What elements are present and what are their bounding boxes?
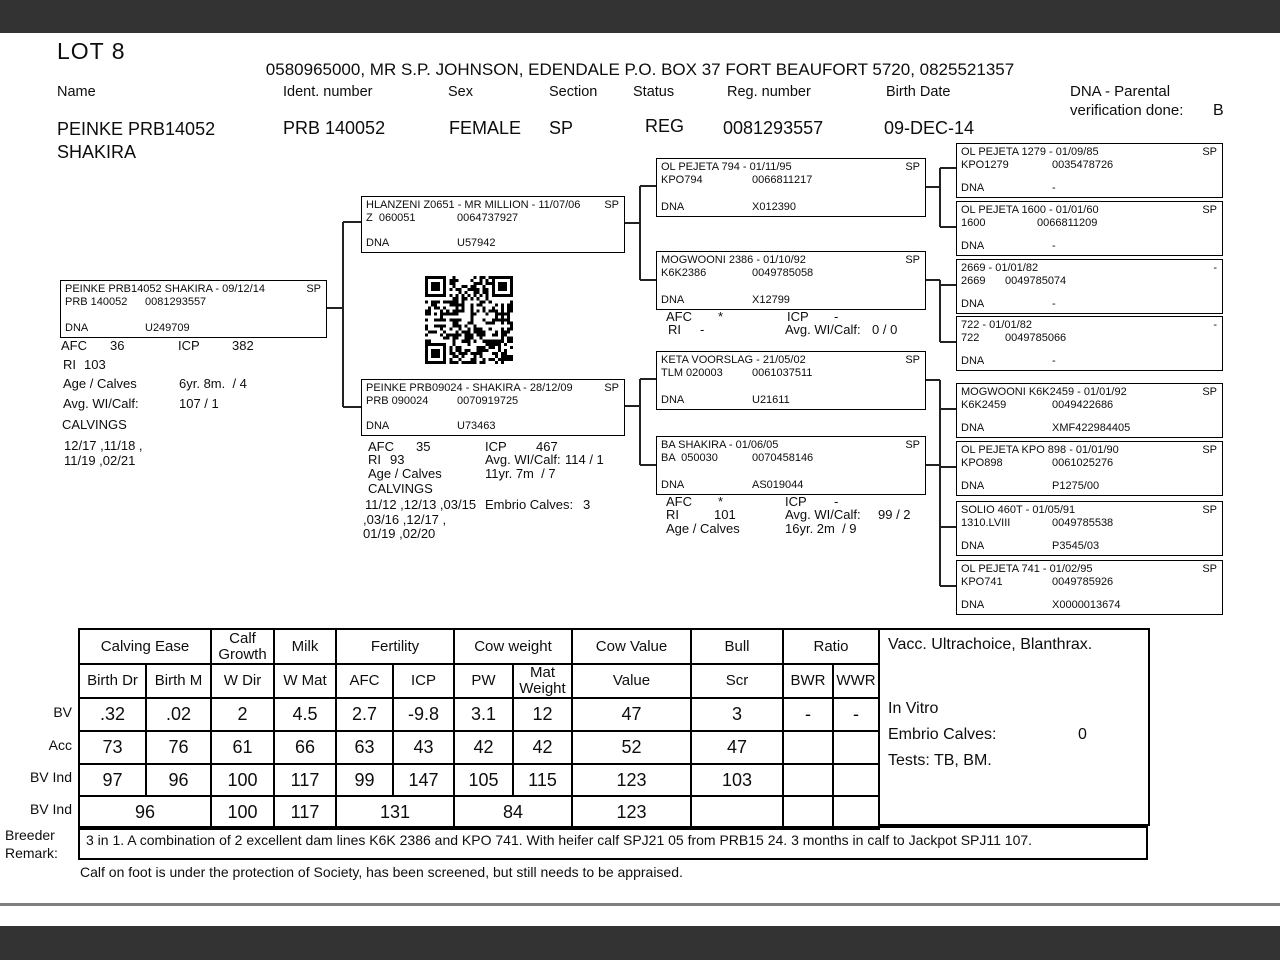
bv-cell: .32 xyxy=(79,698,146,731)
dna-value: - xyxy=(1052,298,1056,310)
col-scr: Scr xyxy=(691,664,783,698)
bv-cell: 47 xyxy=(572,698,691,731)
animal-name-date: 722 - 01/01/82 xyxy=(961,319,1032,331)
birth-date-value: 09-DEC-14 xyxy=(884,118,975,138)
animal-id: K6K2459 xyxy=(961,399,1007,411)
table-row-bv xyxy=(79,698,879,731)
dam-age-calves-label: Age / Calves xyxy=(368,466,442,481)
animal-reg: 0081293557 xyxy=(145,296,207,308)
dna-verification-label-line1: DNA - Parental xyxy=(1070,83,1171,100)
animal-id: BA 050030 xyxy=(661,452,718,464)
breeder-remark-box xyxy=(78,826,1148,860)
col-icp: ICP xyxy=(393,664,454,698)
table-row-acc xyxy=(79,731,879,764)
lot-number: LOT 8 xyxy=(57,38,126,64)
bv-ind2-cell: 100 xyxy=(211,796,274,829)
section-badge: SP xyxy=(905,354,920,366)
mogwooni-ri-value: - xyxy=(700,322,705,337)
dna-value: X0000013674 xyxy=(1052,599,1121,611)
acc-cell: 61 xyxy=(211,731,274,764)
animal-id: 1310.LVIII xyxy=(961,517,1011,529)
pedigree-box-dam-dam xyxy=(656,436,926,495)
bv-ind-cell: 147 xyxy=(393,764,454,796)
row-label-bv: BV xyxy=(53,704,72,720)
subject-ri-value: 103 xyxy=(84,357,106,372)
animal-id: 2669 xyxy=(961,275,986,287)
bv-ind-cell: 97 xyxy=(79,764,146,796)
section-badge: SP xyxy=(905,439,920,451)
acc-cell: 42 xyxy=(513,731,572,764)
bottom-bar xyxy=(0,926,1280,960)
dam-calvings-label: CALVINGS xyxy=(368,481,433,496)
bv-ind2-cell xyxy=(783,796,833,829)
dna-value: U249709 xyxy=(145,322,190,334)
animal-name-date: PEINKE PRB14052 SHAKIRA - 09/12/14 xyxy=(65,283,265,295)
separator-line xyxy=(0,903,1280,906)
pedigree-box-sire-sire xyxy=(656,158,926,217)
animal-name-date: KETA VOORSLAG - 21/05/02 xyxy=(661,354,806,366)
ba-afc-label: AFC xyxy=(666,494,692,509)
dna-value: P3545/03 xyxy=(1052,540,1100,552)
section-badge: SP xyxy=(604,382,619,394)
section-badge: SP xyxy=(1202,563,1217,575)
bv-ind2-cell: 96 xyxy=(79,796,211,829)
animal-reg: 0061037511 xyxy=(752,367,813,379)
breeding-values-table xyxy=(78,628,880,830)
dna-value: - xyxy=(1052,240,1056,252)
bv-ind2-cell: 123 xyxy=(572,796,691,829)
pedigree-box-ggp3 xyxy=(956,259,1223,314)
animal-id: 722 xyxy=(961,332,980,344)
dna-label: DNA xyxy=(961,355,985,367)
pedigree-box-dam xyxy=(361,379,625,436)
acc-cell xyxy=(783,731,833,764)
dna-label: DNA xyxy=(961,182,985,194)
status-label: Status xyxy=(633,84,675,100)
birth-date-label: Birth Date xyxy=(886,84,951,100)
section-badge: SP xyxy=(905,161,920,173)
acc-cell: 66 xyxy=(274,731,336,764)
vaccination-info-box xyxy=(878,628,1150,826)
reg-number-value: 0081293557 xyxy=(723,118,824,138)
bv-ind2-cell: 84 xyxy=(454,796,572,829)
dna-label: DNA xyxy=(65,322,89,334)
ident-number-value: PRB 140052 xyxy=(283,118,386,138)
animal-id: KPO898 xyxy=(961,457,1003,469)
animal-reg: 0035478726 xyxy=(1052,159,1114,171)
animal-name-date: BA SHAKIRA - 01/06/05 xyxy=(661,439,779,451)
animal-id: K6K2386 xyxy=(661,267,707,279)
dam-calvings-line3: 01/19 ,02/20 xyxy=(363,526,436,541)
dna-label: DNA xyxy=(661,394,685,406)
bv-cell: - xyxy=(783,698,833,731)
mogwooni-ri-label: RI xyxy=(668,322,681,337)
dna-verification-value: B xyxy=(1213,102,1224,119)
pedigree-box-sire xyxy=(361,196,625,253)
bv-cell: - xyxy=(833,698,879,731)
qr-code xyxy=(422,276,516,364)
section-badge: SP xyxy=(905,254,920,266)
animal-id: PRB 140052 xyxy=(65,296,128,308)
mogwooni-avg-wi-value: 0 / 0 xyxy=(872,322,898,337)
dna-value: X12799 xyxy=(752,294,790,306)
pedigree-box-subject xyxy=(60,280,327,338)
animal-reg: 0049785066 xyxy=(1005,332,1067,344)
group-calf-growth: Calf Growth xyxy=(211,629,274,664)
animal-name-date: PEINKE PRB09024 - SHAKIRA - 28/12/09 xyxy=(366,382,573,394)
dna-verification-label-line2: verification done: xyxy=(1070,102,1184,119)
col-w-mat: W Mat xyxy=(274,664,336,698)
ba-icp-value: - xyxy=(834,494,839,509)
animal-name-date: OL PEJETA 741 - 01/02/95 xyxy=(961,563,1093,575)
dna-value: P1275/00 xyxy=(1052,480,1100,492)
animal-reg: 0049785926 xyxy=(1052,576,1114,588)
animal-reg: 0049785074 xyxy=(1005,275,1067,287)
group-ratio: Ratio xyxy=(783,629,879,664)
breeder-contact-line: 0580965000, MR S.P. JOHNSON, EDENDALE P.O. BOX 37 FORT BEAUFORT 5720, 0825521357 xyxy=(265,60,1015,79)
reg-number-label: Reg. number xyxy=(727,84,811,100)
dam-avg-wi-value: 114 / 1 xyxy=(565,452,604,467)
bv-ind-cell xyxy=(833,764,879,796)
animal-name-date: MOGWOONI K6K2459 - 01/01/92 xyxy=(961,386,1127,398)
group-fertility: Fertility xyxy=(336,629,454,664)
subject-ri-label: RI xyxy=(63,357,76,372)
footnote-text: Calf on foot is under the protection of Society, has been screened, but still needs to be appraised. xyxy=(80,864,683,880)
dam-embrio-label: Embrio Calves: xyxy=(485,497,574,512)
bv-ind-cell: 96 xyxy=(146,764,211,796)
dna-label: DNA xyxy=(961,422,985,434)
ba-age-calves-label: Age / Calves xyxy=(666,521,740,536)
animal-name-date: HLANZENI Z0651 - MR MILLION - 11/07/06 xyxy=(366,199,581,211)
dna-label: DNA xyxy=(961,599,985,611)
animal-reg: 0070919725 xyxy=(457,395,519,407)
section-badge: SP xyxy=(1202,146,1217,158)
table-column-header-row xyxy=(79,664,879,698)
bv-cell: 3.1 xyxy=(454,698,513,731)
bv-ind-cell: 105 xyxy=(454,764,513,796)
breeder-remark-label-line2: Remark: xyxy=(5,845,58,861)
animal-id: KPO1279 xyxy=(961,159,1009,171)
subject-calvings-line1: 12/17 ,11/18 , xyxy=(64,438,143,453)
col-wwr: WWR xyxy=(833,664,879,698)
row-label-bv-ind2: BV Ind xyxy=(29,801,72,817)
dna-value: U57942 xyxy=(457,237,496,249)
dam-afc-value: 35 xyxy=(416,439,431,454)
subject-icp-value: 382 xyxy=(232,338,254,353)
animal-reg: 0061025276 xyxy=(1052,457,1114,469)
mogwooni-icp-value: - xyxy=(834,309,839,324)
col-bwr: BWR xyxy=(783,664,833,698)
dna-label: DNA xyxy=(961,298,985,310)
dna-label: DNA xyxy=(366,420,390,432)
mogwooni-afc-value: * xyxy=(718,309,724,324)
animal-reg: 0070458146 xyxy=(752,452,814,464)
name-label: Name xyxy=(57,84,96,100)
section-badge: SP xyxy=(1202,504,1217,516)
top-bar xyxy=(0,0,1280,33)
bv-ind-cell xyxy=(783,764,833,796)
ba-age-calves-value: 16yr. 2m / 9 xyxy=(785,521,857,536)
bv-cell: -9.8 xyxy=(393,698,454,731)
dna-value: U73463 xyxy=(457,420,496,432)
animal-reg: 0064737927 xyxy=(457,212,519,224)
bv-cell: 4.5 xyxy=(274,698,336,731)
bv-ind-cell: 117 xyxy=(274,764,336,796)
col-w-dir: W Dir xyxy=(211,664,274,698)
dam-avg-wi-label: Avg. WI/Calf: xyxy=(485,452,561,467)
dam-icp-value: 467 xyxy=(536,439,558,454)
animal-name-date: SOLIO 460T - 01/05/91 xyxy=(961,504,1076,516)
animal-name-date: MOGWOONI 2386 - 01/10/92 xyxy=(661,254,806,266)
dna-value: AS019044 xyxy=(752,479,804,491)
bv-cell: 2 xyxy=(211,698,274,731)
dna-value: - xyxy=(1052,182,1056,194)
animal-id: Z 060051 xyxy=(366,212,416,224)
status-value: REG xyxy=(645,116,685,136)
animal-id: KPO741 xyxy=(961,576,1003,588)
subject-avg-wi-label: Avg. WI/Calf: xyxy=(63,396,139,411)
pedigree-box-ggp4 xyxy=(956,316,1223,371)
subject-afc-label: AFC xyxy=(61,338,87,353)
dna-label: DNA xyxy=(661,294,685,306)
bv-ind-cell: 99 xyxy=(336,764,393,796)
table-row-bv-ind xyxy=(79,764,879,796)
name-value: PEINKE PRB14052 SHAKIRA xyxy=(57,119,216,162)
subject-icp-label: ICP xyxy=(178,338,200,353)
dna-label: DNA xyxy=(961,240,985,252)
subject-afc-value: 36 xyxy=(110,338,125,353)
acc-cell: 73 xyxy=(79,731,146,764)
dam-calvings-line2: ,03/16 ,12/17 , xyxy=(363,512,447,527)
subject-avg-wi-value: 107 / 1 xyxy=(179,396,219,411)
bv-cell: 2.7 xyxy=(336,698,393,731)
embrio-calves-label: Embrio Calves: xyxy=(888,726,997,743)
animal-reg: 0066811217 xyxy=(752,174,813,186)
ba-afc-value: * xyxy=(718,494,724,509)
dam-afc-label: AFC xyxy=(368,439,394,454)
vaccination-text: Vacc. Ultrachoice, Blanthrax. xyxy=(888,636,1093,653)
group-calving-ease: Calving Ease xyxy=(79,629,211,664)
bv-ind2-cell: 131 xyxy=(336,796,454,829)
dna-value: U21611 xyxy=(752,394,790,406)
dna-value: XMF422984405 xyxy=(1052,422,1131,434)
subject-calvings-line2: 11/19 ,02/21 xyxy=(64,453,136,468)
animal-reg: 0049422686 xyxy=(1052,399,1114,411)
acc-cell xyxy=(833,731,879,764)
dam-age-calves-value: 11yr. 7m / 7 xyxy=(485,466,556,481)
section-badge: SP xyxy=(1202,204,1217,216)
col-value: Value xyxy=(572,664,691,698)
group-cow-value: Cow Value xyxy=(572,629,691,664)
table-group-header-row xyxy=(79,629,879,664)
bv-ind2-cell xyxy=(691,796,783,829)
dam-calvings-line1: 11/12 ,12/13 ,03/15 xyxy=(365,497,477,512)
ba-ri-value: 101 xyxy=(714,507,736,522)
row-label-bv-ind: BV Ind xyxy=(29,769,72,785)
acc-cell: 47 xyxy=(691,731,783,764)
row-label-acc: Acc xyxy=(48,737,72,753)
pedigree-box-ggp8 xyxy=(956,560,1223,615)
pedigree-box-ggp7 xyxy=(956,501,1223,556)
col-afc: AFC xyxy=(336,664,393,698)
bv-ind2-cell xyxy=(833,796,879,829)
dna-value: X012390 xyxy=(752,201,797,213)
dna-label: DNA xyxy=(661,479,685,491)
ident-number-label: Ident. number xyxy=(283,84,373,100)
bv-cell: 3 xyxy=(691,698,783,731)
dna-label: DNA xyxy=(366,237,390,249)
col-pw: PW xyxy=(454,664,513,698)
col-birth-m: Birth M xyxy=(146,664,211,698)
bv-ind-cell: 115 xyxy=(513,764,572,796)
dna-value: - xyxy=(1052,355,1056,367)
section-badge: - xyxy=(1213,262,1217,274)
mogwooni-avg-wi-label: Avg. WI/Calf: xyxy=(785,322,861,337)
pedigree-box-dam-sire xyxy=(656,351,926,410)
section-badge: SP xyxy=(1202,444,1217,456)
sex-label: Sex xyxy=(448,84,473,100)
pedigree-box-ggp2 xyxy=(956,201,1223,256)
bv-ind-cell: 100 xyxy=(211,764,274,796)
pedigree-box-ggp1 xyxy=(956,143,1223,198)
tests-text: Tests: TB, BM. xyxy=(888,752,992,769)
group-cow-weight: Cow weight xyxy=(454,629,572,664)
col-birth-dr: Birth Dr xyxy=(79,664,146,698)
dam-ri-value: 93 xyxy=(390,452,405,467)
pedigree-box-sire-dam xyxy=(656,251,926,310)
in-vitro-text: In Vitro xyxy=(888,700,939,717)
ba-avg-wi-value: 99 / 2 xyxy=(878,507,911,522)
section-value: SP xyxy=(549,118,574,138)
mogwooni-afc-label: AFC xyxy=(666,309,692,324)
dam-embrio-value: 3 xyxy=(583,497,591,512)
animal-name-date: OL PEJETA 794 - 01/11/95 xyxy=(661,161,792,173)
animal-id: KPO794 xyxy=(661,174,703,186)
group-bull: Bull xyxy=(691,629,783,664)
animal-id: PRB 090024 xyxy=(366,395,429,407)
animal-id: 1600 xyxy=(961,217,986,229)
breeder-remark-label-line1: Breeder xyxy=(5,827,55,843)
animal-name-date: OL PEJETA KPO 898 - 01/01/90 xyxy=(961,444,1119,456)
section-badge: SP xyxy=(604,199,619,211)
subject-age-calves-value: 6yr. 8m. / 4 xyxy=(179,376,247,391)
embrio-calves-value: 0 xyxy=(1078,726,1087,743)
dam-icp-label: ICP xyxy=(485,439,507,454)
dna-label: DNA xyxy=(661,201,685,213)
section-label: Section xyxy=(549,84,598,100)
bv-cell: .02 xyxy=(146,698,211,731)
acc-cell: 52 xyxy=(572,731,691,764)
ba-ri-label: RI xyxy=(666,507,679,522)
bv-cell: 12 xyxy=(513,698,572,731)
ba-icp-label: ICP xyxy=(785,494,807,509)
pedigree-box-ggp5 xyxy=(956,383,1223,438)
breeder-remark-text: 3 in 1. A combination of 2 excellent dam lines K6K 2386 and KPO 741. With heifer calf SPJ21 05 from PRB15 24. 3 months in calf to Jackpot SPJ11 107. xyxy=(86,832,1033,848)
group-milk: Milk xyxy=(274,629,336,664)
acc-cell: 63 xyxy=(336,731,393,764)
animal-reg: 0066811209 xyxy=(1037,217,1098,229)
table-row-bv-ind-grouped xyxy=(79,796,879,829)
animal-name-date: OL PEJETA 1600 - 01/01/60 xyxy=(961,204,1099,216)
pedigree-box-ggp6 xyxy=(956,441,1223,496)
ba-avg-wi-label: Avg. WI/Calf: xyxy=(785,507,861,522)
bv-ind-cell: 103 xyxy=(691,764,783,796)
section-badge: SP xyxy=(306,283,321,295)
animal-reg: 0049785058 xyxy=(752,267,814,279)
subject-age-calves-label: Age / Calves xyxy=(63,376,137,391)
section-badge: - xyxy=(1213,319,1217,331)
animal-reg: 0049785538 xyxy=(1052,517,1114,529)
animal-name-date: 2669 - 01/01/82 xyxy=(961,262,1039,274)
section-badge: SP xyxy=(1202,386,1217,398)
mogwooni-icp-label: ICP xyxy=(787,309,809,324)
dam-ri-label: RI xyxy=(368,452,381,467)
col-mat-weight: Mat Weight xyxy=(513,664,572,698)
bv-ind-cell: 123 xyxy=(572,764,691,796)
sex-value: FEMALE xyxy=(449,118,522,138)
animal-name-date: OL PEJETA 1279 - 01/09/85 xyxy=(961,146,1099,158)
dna-label: DNA xyxy=(961,540,985,552)
animal-id: TLM 020003 xyxy=(661,367,723,379)
acc-cell: 76 xyxy=(146,731,211,764)
acc-cell: 43 xyxy=(393,731,454,764)
acc-cell: 42 xyxy=(454,731,513,764)
bv-ind2-cell: 117 xyxy=(274,796,336,829)
subject-calvings-label: CALVINGS xyxy=(62,417,127,432)
dna-label: DNA xyxy=(961,480,985,492)
